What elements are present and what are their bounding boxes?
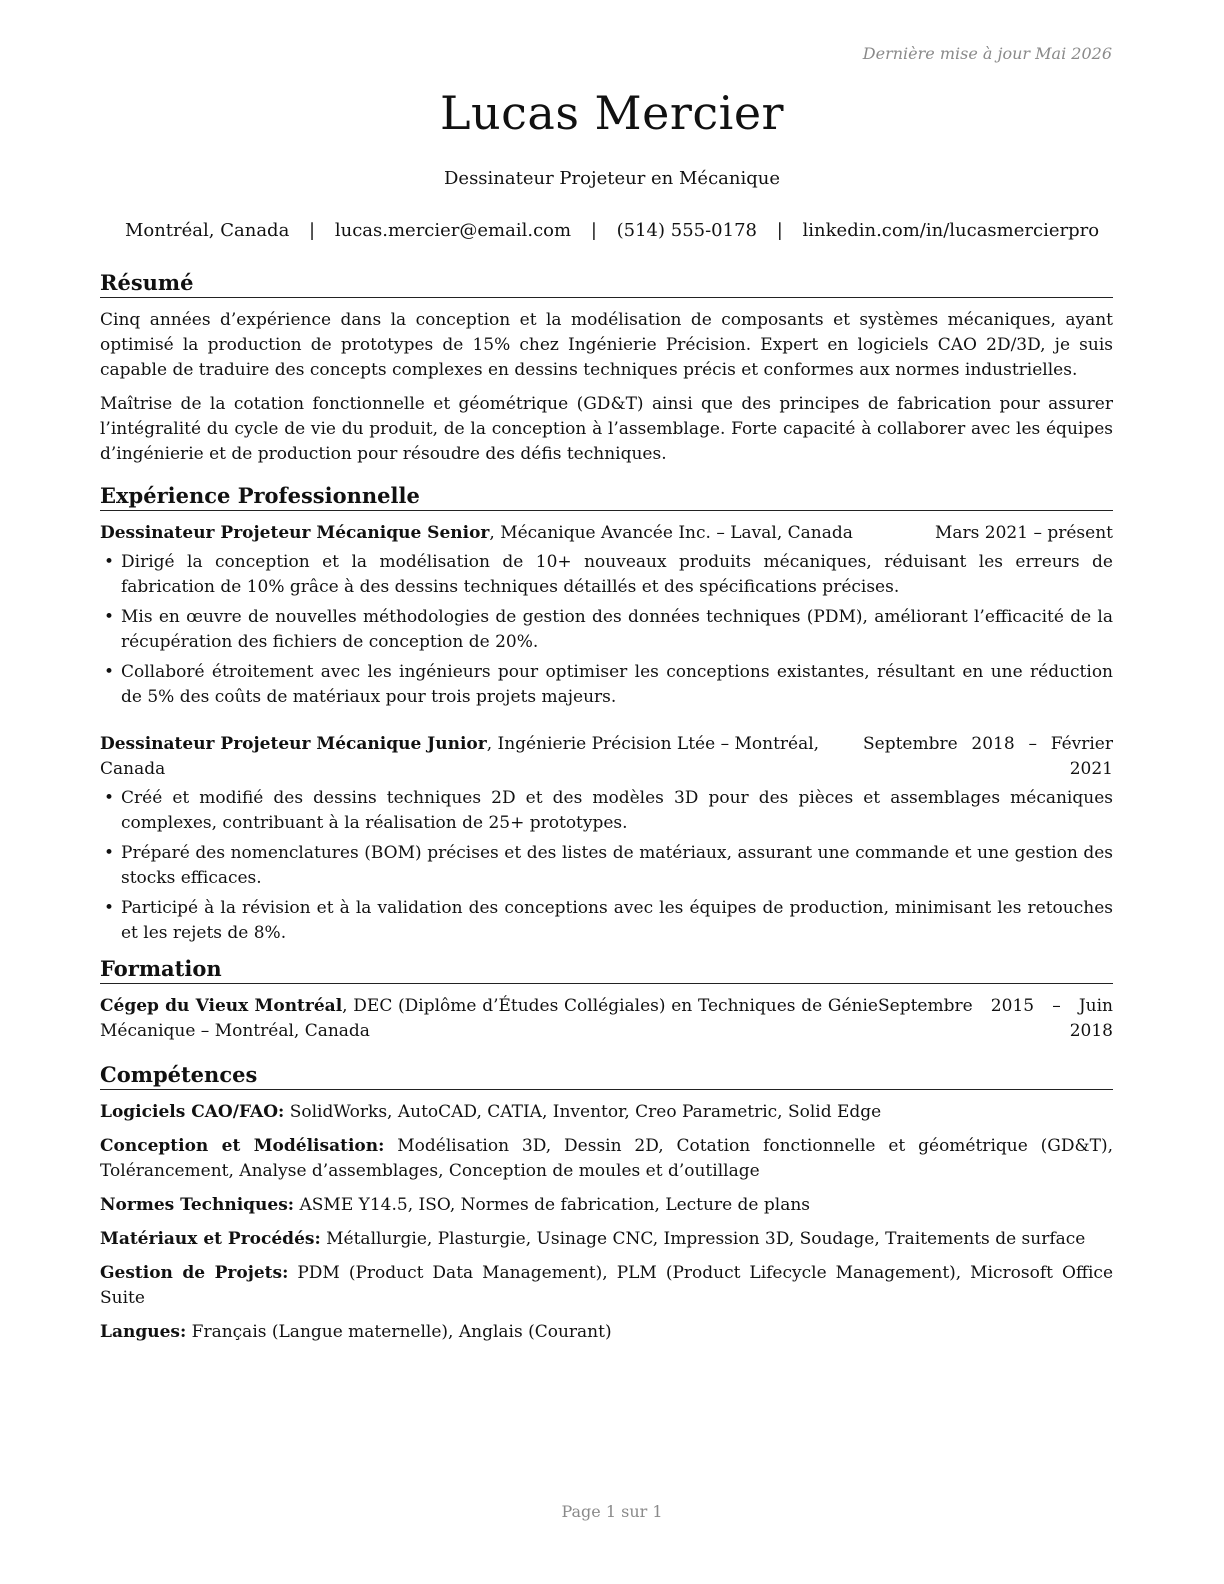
contact-email[interactable]: lucas.mercier@email.com <box>334 220 572 241</box>
summary-paragraph: Cinq années d’expérience dans la conception et la modélisation de composants et systèmes mécaniques, ayant optimisé la production de prototypes de 15% chez Ingénierie Précision. Expert en logiciels CAO 2D/3D, je suis capable de traduire des concepts complexes en dessins techniques précis et conformes aux normes industrielles. <box>100 310 1113 380</box>
summary-paragraph: Maîtrise de la cotation fonctionnelle et géométrique (GD&T) ainsi que des principes de fabrication pour assurer l’intégralité du cycle de vie du produit, de la conception à l’assemblage. Forte capacité à collaborer avec les équipes d’ingénierie et de production pour résoudre des défis techniques. <box>100 394 1113 464</box>
resume-content <box>100 270 1113 1354</box>
education-school: Cégep du Vieux Montréal <box>100 996 343 1016</box>
job-dates: Mars 2021 – présent <box>934 523 1113 543</box>
skill-row <box>100 1134 1113 1184</box>
skill-label: Gestion de Projets: <box>100 1263 289 1283</box>
job-dates: Septembre 2018 – Février 2021 <box>863 734 1113 779</box>
job-title: Dessinateur Projeteur Mécanique Senior <box>100 523 490 543</box>
skill-label: Langues: <box>100 1322 187 1342</box>
list-item: • Créé et modifié des dessins techniques 2D et des modèles 3D pour des pièces et assemblages mécaniques complexes, contribuant à la réalisation de 25+ prototypes. <box>100 786 1113 836</box>
list-item: • Préparé des nomenclatures (BOM) précises et des listes de matériaux, assurant une commande et une gestion des stocks efficaces. <box>100 841 1113 891</box>
job-company: , Ingénierie Précision Ltée – Montréal, Canada <box>100 734 820 779</box>
section-heading-summary: Résumé <box>100 270 1113 298</box>
contact-phone: (514) 555-0178 <box>616 220 757 241</box>
skill-row <box>100 1100 1113 1125</box>
section-heading-experience: Expérience Professionnelle <box>100 483 1113 511</box>
summary-section <box>100 270 1113 467</box>
job-entry <box>100 732 1113 946</box>
contact-separator: | <box>776 220 783 241</box>
skill-label: Logiciels CAO/FAO: <box>100 1102 285 1122</box>
skill-label: Normes Techniques: <box>100 1195 295 1215</box>
section-heading-skills: Compétences <box>100 1062 1113 1090</box>
skill-value: PDM (Product Data Management), PLM (Product Lifecycle Management), Microsoft Office Suite <box>100 1263 1114 1308</box>
skill-row <box>100 1261 1113 1311</box>
skill-value: Métallurgie, Plasturgie, Usinage CNC, Impression 3D, Soudage, Traitements de surface <box>320 1229 1086 1249</box>
candidate-name: Lucas Mercier <box>439 86 785 140</box>
skill-value: Français (Langue maternelle), Anglais (Courant) <box>186 1322 612 1342</box>
page-number: Page 1 sur 1 <box>561 1502 663 1521</box>
skill-label: Conception et Modélisation: <box>100 1136 385 1156</box>
skill-label: Matériaux et Procédés: <box>100 1229 321 1249</box>
list-item: • Participé à la révision et à la validation des conceptions avec les équipes de production, minimisant les retouches et les rejets de 8%. <box>100 896 1113 946</box>
contact-line <box>0 220 1224 241</box>
experience-section <box>100 483 1113 946</box>
skill-row <box>100 1320 1113 1345</box>
list-item: • Mis en œuvre de nouvelles méthodologies de gestion des données techniques (PDM), améliorant l’efficacité de la récupération des fichiers de conception de 20%. <box>100 605 1113 655</box>
job-header <box>100 521 1113 546</box>
skills-section <box>100 1062 1113 1345</box>
education-details: , DEC (Diplôme d’Études Collégiales) en Techniques de Génie Mécanique – Montréal, Canada <box>100 996 878 1041</box>
job-header <box>100 732 1113 782</box>
job-company: , Mécanique Avancée Inc. – Laval, Canada <box>489 523 853 543</box>
contact-location: Montréal, Canada <box>124 220 290 241</box>
list-item: • Dirigé la conception et la modélisation de 10+ nouveaux produits mécaniques, réduisant les erreurs de fabrication de 10% grâce à des dessins techniques détaillés et des spécifications précises. <box>100 550 1113 600</box>
skill-row <box>100 1227 1113 1252</box>
job-bullets <box>100 786 1113 946</box>
list-item: • Collaboré étroitement avec les ingénieurs pour optimiser les conceptions existantes, résultant en une réduction de 5% des coûts de matériaux pour trois projets majeurs. <box>100 660 1113 710</box>
education-entry <box>100 994 1113 1044</box>
skill-value: ASME Y14.5, ISO, Normes de fabrication, Lecture de plans <box>294 1195 811 1215</box>
contact-separator: | <box>590 220 597 241</box>
skill-value: Modélisation 3D, Dessin 2D, Cotation fonctionnelle et géométrique (GD&T), Tolérancement, Analyse d’assemblages, Conception de moules et d’outillage <box>100 1136 1113 1181</box>
education-dates: Septembre 2015 – Juin 2018 <box>878 996 1113 1041</box>
last-updated: Dernière mise à jour Mai 2026 <box>862 44 1112 63</box>
skill-value: SolidWorks, AutoCAD, CATIA, Inventor, Creo Parametric, Solid Edge <box>284 1102 882 1122</box>
job-entry <box>100 521 1113 710</box>
contact-linkedin[interactable]: linkedin.com/in/lucasmercierpro <box>802 220 1100 241</box>
section-heading-education: Formation <box>100 956 1113 984</box>
skill-row <box>100 1193 1113 1218</box>
candidate-title: Dessinateur Projeteur en Mécanique <box>443 168 780 189</box>
contact-separator: | <box>309 220 316 241</box>
job-bullets <box>100 550 1113 710</box>
job-title: Dessinateur Projeteur Mécanique Junior <box>100 734 487 754</box>
education-section <box>100 956 1113 1044</box>
